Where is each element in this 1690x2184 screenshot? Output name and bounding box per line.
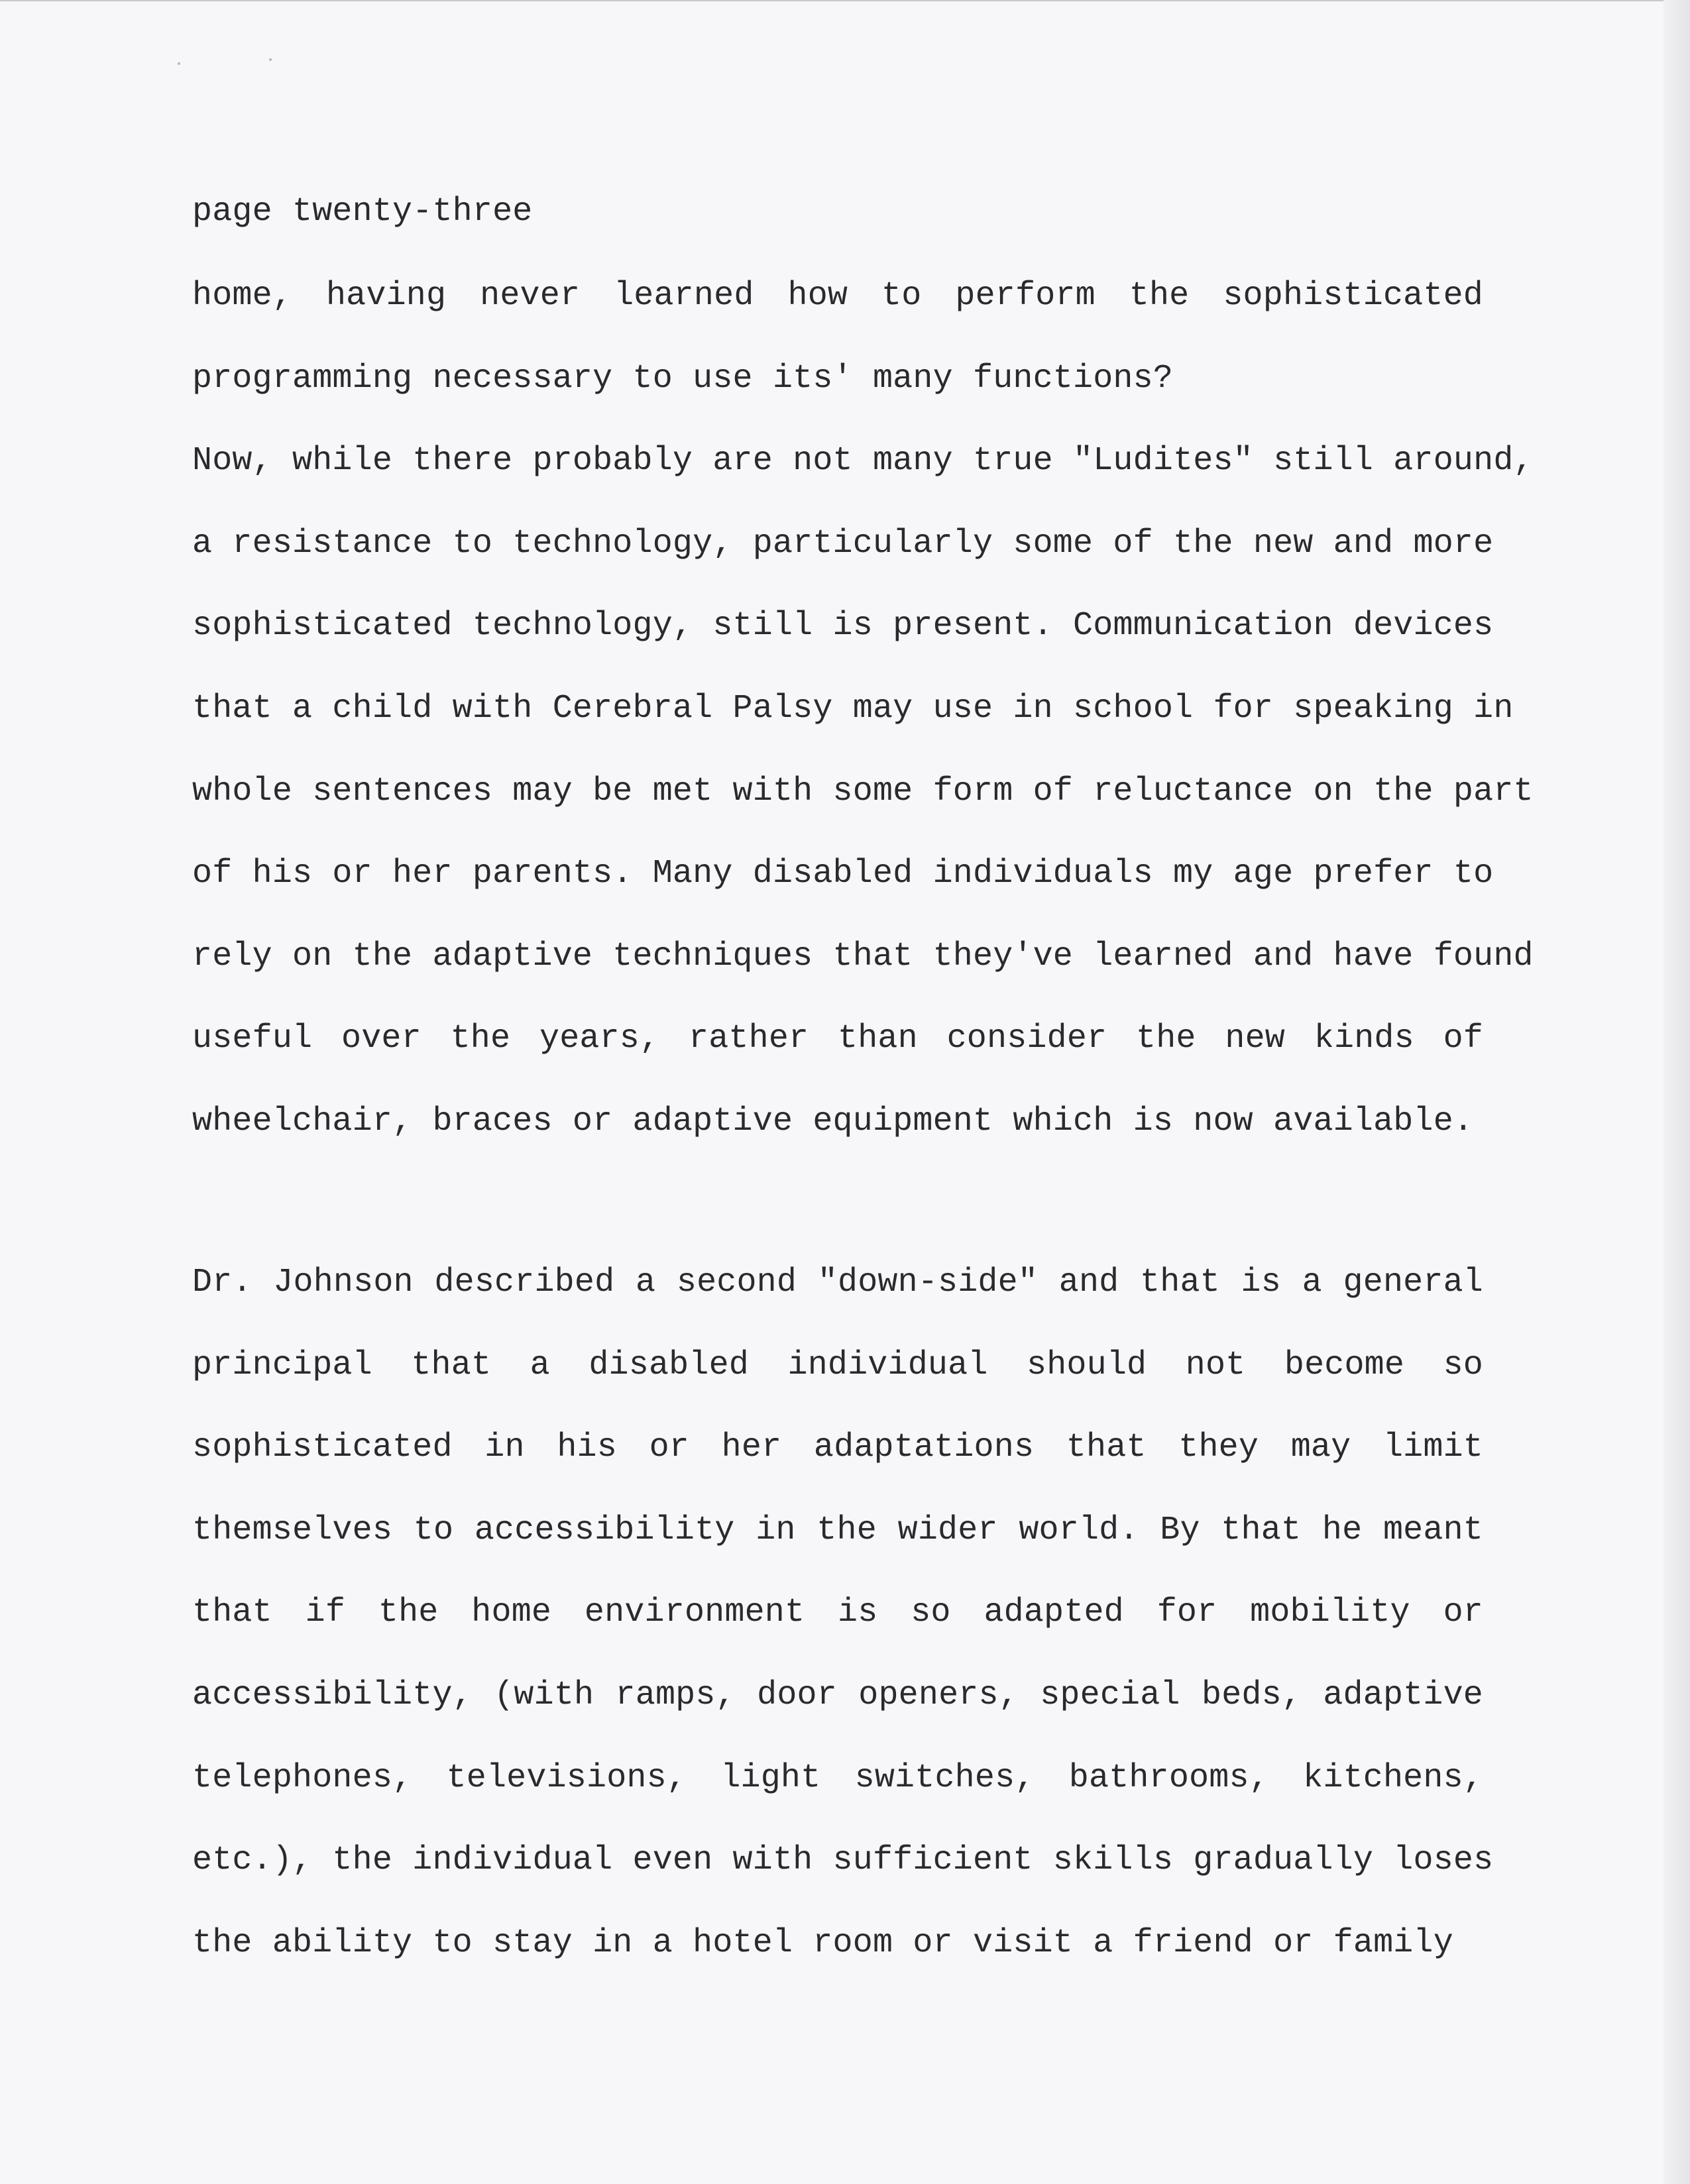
text-line: Now, while there probably are not many true "Ludites" still around,: [192, 442, 1534, 480]
text-line: the ability to stay in a hotel room or visit a friend or family: [192, 1924, 1453, 1962]
paper-speck: [269, 58, 272, 61]
text-line: sophisticated in his or her adaptations that they may limit: [192, 1429, 1483, 1467]
text-line: programming necessary to use its' many functions?: [192, 359, 1174, 398]
page-edge-shadow: [1663, 0, 1690, 2184]
text-line: etc.), the individual even with sufficient skills gradually loses: [192, 1841, 1494, 1880]
text-line: of his or her parents. Many disabled individuals my age prefer to: [192, 855, 1494, 893]
paragraph-2: [192, 1242, 1494, 1985]
page-header: page twenty-three: [192, 193, 533, 231]
text-line: Dr. Johnson described a second "down-side" and that is a general: [192, 1264, 1483, 1301]
text-line: principal that a disabled individual should not become so: [192, 1346, 1483, 1384]
text-line: rely on the adaptive techniques that they've learned and have found: [192, 937, 1534, 975]
text-line: accessibility, (with ramps, door openers, special beds, adaptive: [192, 1676, 1483, 1714]
text-line: that a child with Cerebral Palsy may use in school for speaking in: [192, 689, 1514, 728]
paragraph-1: [192, 255, 1534, 1164]
text-line: themselves to accessibility in the wider world. By that he meant: [192, 1511, 1483, 1549]
text-line: whole sentences may be met with some form of reluctance on the part: [192, 772, 1534, 810]
text-line: telephones, televisions, light switches, bathrooms, kitchens,: [192, 1759, 1483, 1797]
text-line: useful over the years, rather than consider the new kinds of: [192, 1020, 1483, 1058]
text-line: a resistance to technology, particularly some of the new and more: [192, 524, 1494, 563]
paper-speck: [178, 62, 180, 65]
text-line: wheelchair, braces or adaptive equipment which is now available.: [192, 1102, 1474, 1140]
text-line: that if the home environment is so adapted for mobility or: [192, 1594, 1483, 1632]
text-line: home, having never learned how to perform the sophisticated: [192, 277, 1483, 315]
text-line: sophisticated technology, still is present. Communication devices: [192, 607, 1494, 645]
